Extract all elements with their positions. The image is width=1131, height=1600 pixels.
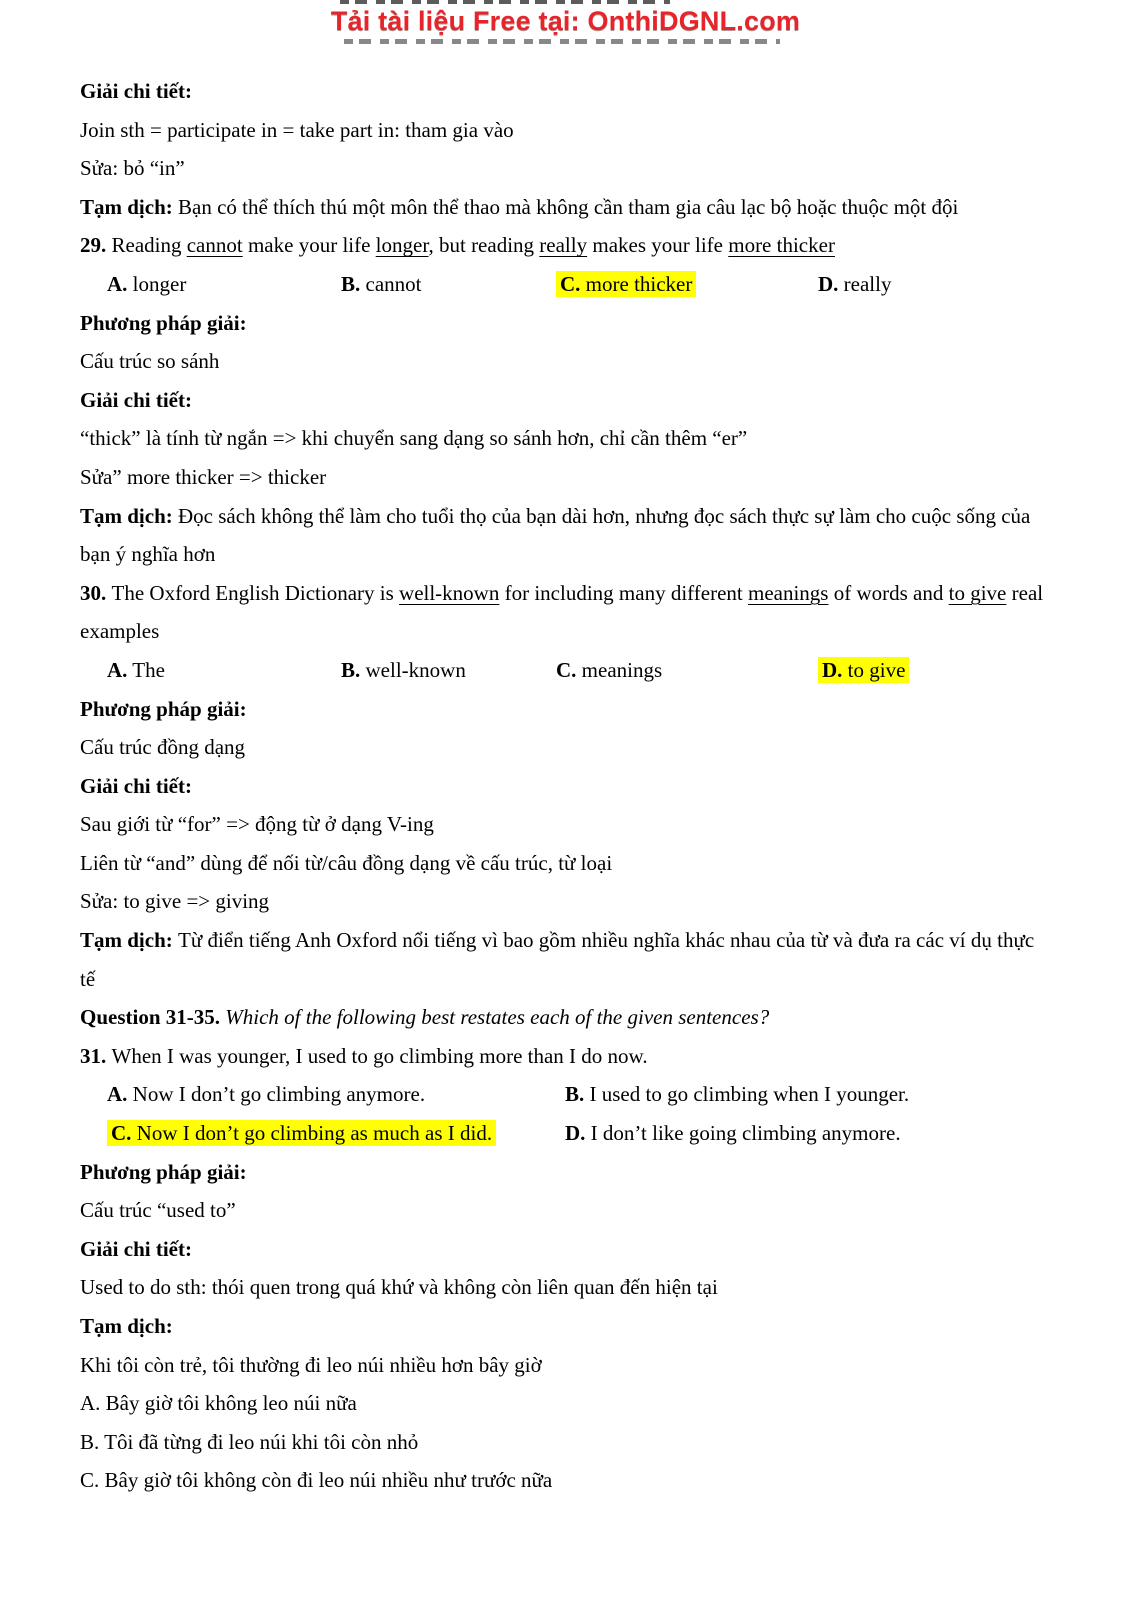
fix-line — [80, 458, 1052, 497]
text-segment: Đọc sách không thể làm cho tuổi thọ của bạn dài hơn, nhưng đọc sách thực sự làm cho cuộc sống của bạn ý nghĩa hơn — [80, 503, 1031, 567]
translation-line — [80, 497, 1052, 574]
answer-option-cell — [818, 651, 1052, 690]
question-31 — [80, 1037, 1052, 1076]
label-phuong-phap-giai — [80, 304, 1052, 343]
answer-option-cell — [341, 651, 556, 690]
answer-option-cell — [565, 1114, 1052, 1153]
text-segment: Sửa” more thicker => thicker — [80, 464, 327, 489]
label-phuong-phap-giai — [80, 690, 1052, 729]
answer-option: C. meanings — [556, 657, 663, 682]
answer-option: A. Now I don’t go climbing anymore. — [107, 1082, 426, 1107]
answer-option: B. cannot — [341, 271, 422, 296]
text-segment: meanings — [748, 580, 829, 605]
answer-option-cell — [341, 265, 556, 304]
translation-line — [80, 921, 1052, 998]
translation-line — [80, 188, 1052, 227]
text-segment: Phương pháp giải: — [80, 310, 247, 335]
text-segment: for including many different — [499, 580, 748, 605]
question-29 — [80, 226, 1052, 265]
text-segment: 30. — [80, 580, 112, 605]
text-segment: Phương pháp giải: — [80, 1159, 247, 1184]
text-segment: real examples — [80, 580, 1044, 644]
text-segment: well-known — [399, 580, 500, 605]
text-segment: Sửa: to give => giving — [80, 889, 270, 914]
text-segment: Cấu trúc đồng dạng — [80, 735, 246, 760]
text-segment: Giải chi tiết: — [80, 79, 192, 103]
question-31-options-row-1 — [80, 1075, 1052, 1114]
document-body — [80, 72, 1052, 1500]
text-segment: Bạn có thể thích thú một môn thể thao mà không cần tham gia câu lạc bộ hoặc thuộc một đội — [178, 194, 959, 219]
answer-option-letter: B. — [341, 657, 361, 682]
answer-option-correct-highlighted: D. to give — [818, 657, 909, 683]
cropped-text-artifact-below-header — [344, 39, 780, 44]
answer-option-letter: A. — [107, 271, 128, 296]
method-line — [80, 728, 1052, 767]
cropped-text-artifact-top — [340, 0, 670, 4]
text-segment: 29. — [80, 233, 112, 258]
fix-line — [80, 882, 1052, 921]
question-30 — [80, 574, 1052, 651]
label-giai-chi-tiet — [80, 767, 1052, 806]
text-segment: makes your life — [587, 233, 729, 258]
section-heading-31-35 — [80, 998, 1052, 1037]
text-segment: Tạm dịch: — [80, 194, 179, 219]
answer-option-letter: B. — [341, 271, 361, 296]
question-31-options-row-2 — [80, 1114, 1052, 1153]
answer-option: B. I used to go climbing when I younger. — [565, 1082, 910, 1107]
label-giai-chi-tiet — [80, 1230, 1052, 1269]
text-segment: 31. — [80, 1043, 112, 1068]
text-segment: Used to do sth: thói quen trong quá khứ và không còn liên quan đến hiện tại — [80, 1275, 718, 1300]
answer-option-cell — [818, 265, 1052, 304]
answer-option: D. really — [818, 271, 892, 296]
text-segment: Phương pháp giải: — [80, 696, 247, 721]
answer-option-letter: C. — [560, 271, 581, 296]
text-segment: Sửa: bỏ “in” — [80, 156, 185, 181]
explanation-line — [80, 844, 1052, 883]
text-segment: A. Bây giờ tôi không leo núi nữa — [80, 1391, 357, 1416]
answer-option-cell — [556, 651, 818, 690]
explanation-line — [80, 805, 1052, 844]
text-segment: Join sth = participate in = take part in: tham gia vào — [80, 117, 514, 142]
answer-option-cell — [556, 265, 818, 304]
answer-option-cell — [107, 1075, 565, 1114]
question-29-options — [80, 265, 1052, 304]
answer-option-letter: D. — [565, 1121, 586, 1146]
answer-option-letter: D. — [818, 271, 839, 296]
text-segment: make your life — [242, 233, 376, 258]
answer-option-correct-highlighted: C. more thicker — [556, 271, 696, 297]
text-segment: Giải chi tiết: — [80, 1236, 192, 1261]
text-segment: more thicker — [728, 233, 835, 258]
label-giai-chi-tiet — [80, 381, 1052, 420]
translation-line — [80, 1346, 1052, 1385]
explanation-line — [80, 111, 1052, 150]
answer-option-cell — [107, 265, 341, 304]
text-segment: of words and — [828, 580, 949, 605]
text-segment: C. Bây giờ tôi không còn đi leo núi nhiều như trước nữa — [80, 1468, 553, 1493]
text-segment: longer — [375, 233, 429, 258]
text-segment: Question 31-35. — [80, 1005, 226, 1030]
answer-option-letter: C. — [111, 1121, 132, 1146]
text-segment: , but reading — [428, 233, 540, 258]
text-segment: Giải chi tiết: — [80, 387, 192, 412]
text-segment: Which of the following best restates each of the given sentences? — [225, 1005, 770, 1030]
text-segment: Liên từ “and” dùng để nối từ/câu đồng dạng về cấu trúc, từ loại — [80, 850, 613, 875]
text-segment: Từ điển tiếng Anh Oxford nổi tiếng vì bao gồm nhiều nghĩa khác nhau của từ và đưa ra các ví dụ thực tế — [80, 928, 1035, 991]
watermark-text: Tải tài liệu Free tại: OnthiDGNL.com — [330, 6, 801, 36]
answer-option-letter: A. — [107, 657, 128, 682]
answer-option-cell — [107, 651, 341, 690]
text-segment: Tạm dịch: — [80, 503, 179, 528]
text-segment: The Oxford English Dictionary is — [111, 580, 400, 605]
answer-option-letter: C. — [556, 657, 577, 682]
answer-option: A. The — [107, 657, 165, 682]
text-segment: Tạm dịch: — [80, 928, 179, 953]
site-watermark-header — [0, 6, 1131, 37]
answer-option-correct-highlighted: C. Now I don’t go climbing as much as I did. — [107, 1120, 496, 1146]
method-line — [80, 342, 1052, 381]
text-segment: Cấu trúc so sánh — [80, 349, 220, 374]
answer-option-letter: A. — [107, 1082, 128, 1107]
answer-option: D. I don’t like going climbing anymore. — [565, 1121, 901, 1146]
text-segment: Cấu trúc “used to” — [80, 1198, 236, 1223]
label-giai-chi-tiet — [80, 72, 1052, 111]
explanation-line — [80, 419, 1052, 458]
answer-option-letter: B. — [565, 1082, 585, 1107]
text-segment: cannot — [186, 233, 243, 258]
text-segment: When I was younger, I used to go climbing more than I do now. — [111, 1043, 648, 1068]
answer-option-letter: D. — [822, 657, 843, 682]
answer-option-cell — [107, 1114, 565, 1153]
explanation-line — [80, 1268, 1052, 1307]
label-phuong-phap-giai — [80, 1153, 1052, 1192]
answer-option-cell — [565, 1075, 1052, 1114]
answer-option: B. well-known — [341, 657, 466, 682]
method-line — [80, 1191, 1052, 1230]
text-segment: really — [539, 233, 588, 258]
text-segment: Reading — [111, 233, 187, 258]
translation-option-a — [80, 1384, 1052, 1423]
translation-option-b — [80, 1423, 1052, 1462]
text-segment: to give — [948, 580, 1007, 605]
text-segment: Tạm dịch: — [80, 1314, 173, 1338]
text-segment: Sau giới từ “for” => động từ ở dạng V-ing — [80, 812, 434, 837]
fix-line — [80, 149, 1052, 188]
answer-option: A. longer — [107, 271, 187, 296]
translation-option-c — [80, 1461, 1052, 1500]
question-30-options — [80, 651, 1052, 690]
text-segment: B. Tôi đã từng đi leo núi khi tôi còn nhỏ — [80, 1429, 419, 1454]
text-segment: Khi tôi còn trẻ, tôi thường đi leo núi nhiều hơn bây giờ — [80, 1352, 542, 1377]
text-segment: “thick” là tính từ ngắn => khi chuyển sang dạng so sánh hơn, chỉ cần thêm “er” — [80, 426, 748, 451]
label-tam-dich — [80, 1307, 1052, 1346]
text-segment: Giải chi tiết: — [80, 773, 192, 798]
